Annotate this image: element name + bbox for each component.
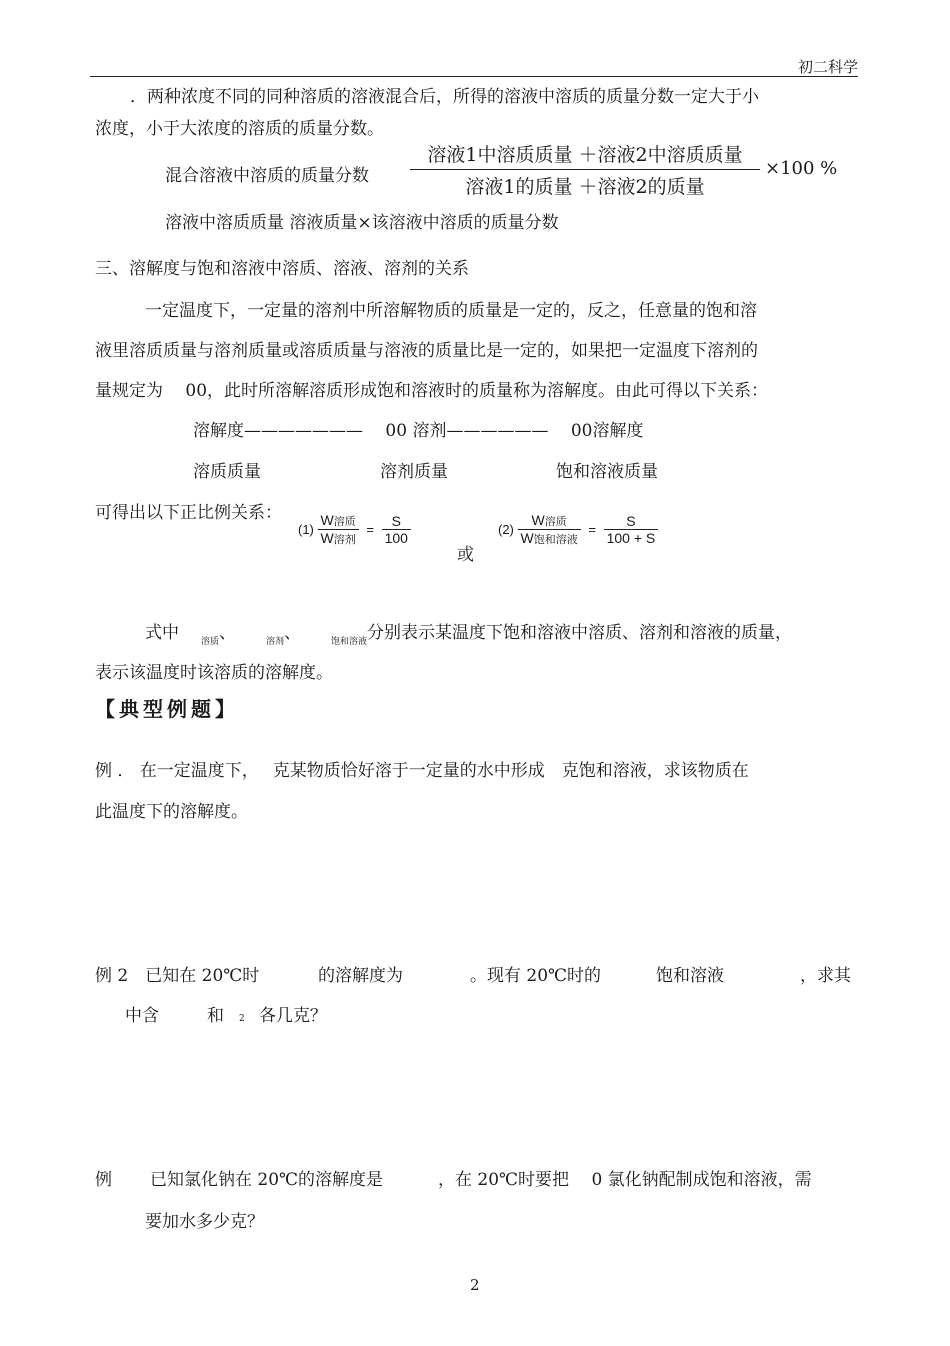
subscript-saturated: 饱和溶液 <box>533 534 578 546</box>
example-2-line2-a: 中含 <box>125 1006 159 1026</box>
where-rest: 分别表示某温度下饱和溶液中溶质、溶剂和溶液的质量， <box>367 623 793 643</box>
example-2-part-a: 例 2 已知在 20℃时 <box>95 966 260 986</box>
subscript-solute: 溶质 <box>544 516 567 528</box>
examples-title: 【典型例题】 <box>95 697 239 721</box>
page-number: 2 <box>470 1276 480 1294</box>
separator: 、 <box>219 623 237 643</box>
where-sub-solvent: 溶剂 <box>266 637 285 647</box>
solute-mass-relation: 溶液中溶质质量 溶液质量×该溶液中溶质的质量分数 <box>165 213 559 233</box>
formula-percent: ×100 % <box>765 158 838 179</box>
example-2-part-b: 的溶解度为 <box>318 966 403 986</box>
fraction-bar <box>410 169 760 170</box>
example-2-part-c: 。现有 20℃时的 <box>470 966 602 986</box>
where-line-2: 表示该温度时该溶质的溶解度。 <box>95 663 333 683</box>
para-solubility-line3: 量规定为 00，此时所溶解溶质形成饱和溶液时的质量称为溶解度。由此可得以下关系： <box>95 381 769 401</box>
mixing-fraction <box>410 140 760 199</box>
mixing-fraction-numerator: 溶液1中溶质质量 ＋溶液2中溶质质量 <box>427 144 743 166</box>
example-2-line2-b: 和 <box>207 1006 224 1026</box>
relation-saturated-mass: 饱和溶液质量 <box>556 462 658 482</box>
formula-1-rhs <box>382 513 411 546</box>
subscript-solute: 溶质 <box>333 516 356 528</box>
para-mixing-line1: ．两种浓度不同的同种溶质的溶液混合后，所得的溶液中溶质的质量分数一定大于小 <box>130 87 759 107</box>
example-1-line2: 此温度下的溶解度。 <box>95 802 248 822</box>
example-3-label: 例 <box>95 1170 112 1190</box>
para-solubility-line1: 一定温度下，一定量的溶剂中所溶解物质的质量是一定的，反之，任意量的饱和溶 <box>145 301 757 321</box>
where-line <box>145 618 792 647</box>
example-2-part-e: ，求其 <box>800 966 851 986</box>
header-subject: 初二科学 <box>797 58 858 76</box>
mixing-fraction-denominator: 溶液1的质量 ＋溶液2的质量 <box>465 176 705 198</box>
example-2-line2-c: 各几克？ <box>259 1006 327 1026</box>
proportion-formula-2 <box>498 512 658 547</box>
relation-solute-mass: 溶质质量 <box>193 462 261 482</box>
formula-2-rhs <box>604 513 659 546</box>
example-2-subscript: 2 <box>239 1014 245 1024</box>
proportion-intro: 可得出以下正比例关系： <box>95 503 282 523</box>
w-symbol: W <box>320 530 334 546</box>
w-symbol: W <box>320 512 334 528</box>
formula-1-lhs <box>318 512 359 547</box>
symbol-s: S <box>391 513 401 529</box>
formula-1-label: (1) <box>298 522 314 537</box>
where-prefix: 式中 <box>145 623 179 643</box>
section-three-heading: 三、溶解度与饱和溶液中溶质、溶液、溶剂的关系 <box>95 259 469 279</box>
relation-solvent-mass: 溶剂质量 <box>380 462 448 482</box>
example-3-line2: 要加水多少克？ <box>145 1212 264 1232</box>
proportion-formula-1 <box>298 512 411 547</box>
para-mixing-line2: 浓度，小于大浓度的溶质的质量分数。 <box>95 119 384 139</box>
subscript-solvent: 溶剂 <box>333 534 356 546</box>
example-2-part-d: 饱和溶液 <box>656 966 724 986</box>
relation-row-1: 溶解度——————— 00 溶剂—————— 00溶解度 <box>193 421 644 441</box>
separator: 、 <box>284 623 302 643</box>
value-100-plus-s: 100 + S <box>606 530 656 546</box>
formula-2-label: (2) <box>498 522 514 537</box>
example-3-part-c: ，在 20℃时要把 0 氯化钠配制成饱和溶液，需 <box>438 1170 812 1190</box>
equals-sign: = <box>366 522 374 537</box>
formula-label: 混合溶液中溶质的质量分数 <box>165 166 369 186</box>
formula-2-lhs <box>518 512 581 547</box>
header-rule <box>90 76 858 77</box>
where-sub-solute: 溶质 <box>201 637 220 647</box>
example-3-part-b: 已知氯化钠在 20℃的溶解度是 <box>150 1170 384 1190</box>
example-1-line1: 例 ． 在一定温度下， 克某物质恰好溶于一定量的水中形成 克饱和溶液，求该物质在 <box>95 761 749 781</box>
symbol-s: S <box>626 513 636 529</box>
w-symbol: W <box>520 530 534 546</box>
where-sub-saturated: 饱和溶液 <box>331 637 368 647</box>
para-solubility-line2: 液里溶质质量与溶剂质量或溶质质量与溶液的质量比是一定的，如果把一定温度下溶剂的 <box>95 341 758 361</box>
w-symbol: W <box>531 512 545 528</box>
value-100: 100 <box>384 530 408 546</box>
equals-sign: = <box>588 522 596 537</box>
or-word: 或 <box>457 545 474 565</box>
